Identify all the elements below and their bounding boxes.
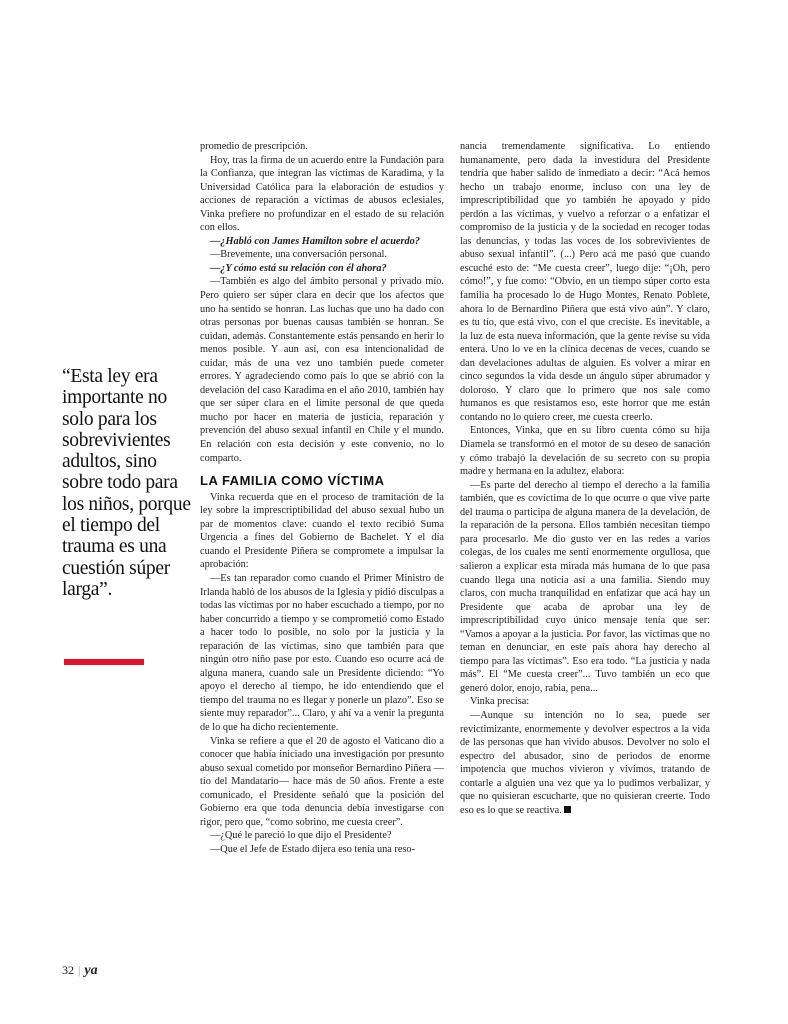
paragraph: nancia tremendamente significativa. Lo entiendo humanamente, pero dada la investidura del Presidente tendría que haber salido de inmediato a decir: “Acá hemos hecho un trabajo enorme, incluso con una ley de imprescriptibilidad que yo también he apoyado y pido perdón a las víctimas, y vuelvo a reforzar o a enfatizar el compromiso de la justicia y de la sociedad en recoger todas las denuncias, y todas las voces de los sobrevivientes de abuso sexual infantil”. (...) Pero acá me pasó que cuando escuché esto de: “Me cuesta creer”, luego dije: “¡Oh, pero cómo!”, y fue como: “Obvio, en un tiempo súper corto esta familia ha procesado lo de Hugo Montes, Renato Poblete, ahora lo de Bernardino Piñera que está vivo aún”. Y claro, es tu tío, que está vivo, con el que creciste. Es inevitable, a la luz de esta nueva información, que la gente revise su vida entera. Uno lo ve en la clínica decenas de veces, cuando se dan develaciones adultas de alguien. Es volver a mirar en cinco segundos la vida desde un ángulo súper abrumador y doloroso. Y claro que lo primero que nos sale como humanos es que resistamos eso, este horror que me están contando no lo quiero creer, me cuesta creerlo. bbox=[460, 141, 710, 423]
paragraph: Vinka precisa: bbox=[470, 696, 530, 708]
accent-bar bbox=[64, 659, 144, 665]
end-mark-icon bbox=[564, 806, 571, 813]
paragraph: —Es parte del derecho al tiempo el derecho a la familia también, que es covíctima de lo que ocurre o que vive parte del trauma o participa de alguna manera de la develación, de la reparación de la persona. Ellos también necesitan tiempo para procesarlo. Me dio gusto ver en las redes a varios colegas, de los cuales me sentí enormemente orgullosa, que salieron a explicar esta mirada más humana de lo que pasa cuando llega una noticia así a una familia. Siendo muy claros, con mucha tranquilidad en enfatizar que acá hay un Presidente que acaba de aprobar una ley de imprescriptibilidad cuyo único mensaje tenía que ser: “Vamos a apoyar a la justicia. Por favor, las víctimas que no teman en denunciar, en este país ahora hay derecho al tiempo para las víctimas”. Eso era todo. “La justicia y nada más”. El “Me cuesta creer”... Tuvo también un eco que generó dolor, enojo, rabia, pena... bbox=[460, 479, 710, 694]
paragraph: —Es tan reparador como cuando el Primer Ministro de Irlanda habló de los abusos de la Iglesia y pidió disculpas a todas las víctimas por no haber escuchado a tiempo, por no haber concurrido a tiempo y se comprometió como Estado a hacer todo lo posible, no solo por la justicia y la reparación de las víctimas, sino que también para que ningún otro niño pase por esto. Cuando eso ocurre acá de alguna manera, cuando sale un Presidente diciendo: “Yo apoyo el derecho al tiempo, he ido entendiendo que el tiempo del trauma no es llegar y ponerle un plazo”. Eso se siente muy reparador”... Claro, y ahí va a venir la pregunta de lo que ha dicho recientemente. bbox=[200, 572, 444, 733]
paragraph: —¿Qué le pareció lo que dijo el Presidente? bbox=[210, 830, 392, 842]
paragraph-text: —Aunque su intención no lo sea, puede ser revictimizante, enormemente y devolver espectros a la vida de las personas que han vivido abusos. Devolver no solo el espectro del abusador, sino de periodos de enorme impotencia que muchos vivieron y vivimos, tratando de contarle a alguien una vez que ya lo pudimos verbalizar, y que no quisieran escucharte, que no quisieran creerte. Todo eso es lo que se reactiva. bbox=[460, 709, 710, 816]
magazine-logo: ya bbox=[84, 963, 98, 978]
paragraph: —Brevemente, una conversación personal. bbox=[210, 249, 387, 261]
pull-quote: “Esta ley era importante no solo para los sobrevivientes adultos, sino sobre todo para los niños, porque el tiempo del trauma es una cuestión súper larga”. bbox=[62, 366, 191, 600]
paragraph: Entonces, Vinka, que en su libro cuenta cómo su hija Diamela se transformó en el motor de su deseo de sanación y cómo trabajó la develación de su secreto con su propia madre y hermana en la adultez, elabora: bbox=[460, 425, 710, 478]
paragraph: Vinka recuerda que en el proceso de tramitación de la ley sobre la imprescriptibilidad del abuso sexual hubo un par de momentos clave: cuando el texto recibió Suma Urgencia a fines del Gobierno de Bachelet. Y el día cuando el Presidente Piñera se compromete a impulsar la aprobación: bbox=[200, 491, 444, 571]
paragraph: —También es algo del ámbito personal y privado mío. Pero quiero ser súper clara en decir que los afectos que uno ha sentido se honran. Las luchas que uno ha dado con otras personas por buenas causas también se honran. Se cuidan, además. Constantemente estás pensando en herir lo menos posible. Y aun así, con esa intencionalidad de cuidar, más de una vez uno también puede cometer errores. Y agradeciendo como país lo que se abrió con la develación del caso Karadima en el año 2010, también hay que ser súper clara en el límite personal de que queda mucho por hacer en materia de justicia, reparación y prevención del abuso sexual infantil en Chile y el mundo. En relación con esta decisión y este convenio, no lo comparto. bbox=[200, 276, 444, 464]
paragraph bbox=[460, 709, 710, 817]
paragraph: Vinka se refiere a que el 20 de agosto el Vaticano dio a conocer que había iniciado una investigación por presunto abuso sexual cometido por monseñor Bernardino Piñera —tío del Mandatario— hace más de 50 años. Frente a este comunicado, el Presidente señaló que la posición del Gobierno era que toda denuncia debía investigarse con rigor, pero que, “como sobrino, me cuesta creer”. bbox=[200, 735, 444, 828]
article-column-1 bbox=[200, 140, 444, 856]
page-number: 32 bbox=[62, 963, 74, 977]
article-column-2 bbox=[460, 140, 710, 817]
interview-question: —¿Habló con James Hamilton sobre el acuerdo? bbox=[210, 235, 420, 247]
paragraph: promedio de prescripción. bbox=[200, 141, 308, 152]
section-subheading: LA FAMILIA COMO VÍCTIMA bbox=[200, 473, 385, 489]
footer-separator: | bbox=[78, 963, 81, 977]
interview-question: —¿Y cómo está su relación con él ahora? bbox=[210, 262, 387, 274]
paragraph: —Que el Jefe de Estado dijera eso tenía una reso- bbox=[210, 843, 415, 855]
page-footer bbox=[62, 963, 98, 979]
paragraph: Hoy, tras la firma de un acuerdo entre la Fundación para la Confianza, que integran las víctimas de Karadima, y la Universidad Católica para la elaboración de estudios y acciones de reparación a víctimas de abusos eclesiales, Vinka prefiere no profundizar en el estado de su relación con ellos. bbox=[200, 154, 444, 234]
